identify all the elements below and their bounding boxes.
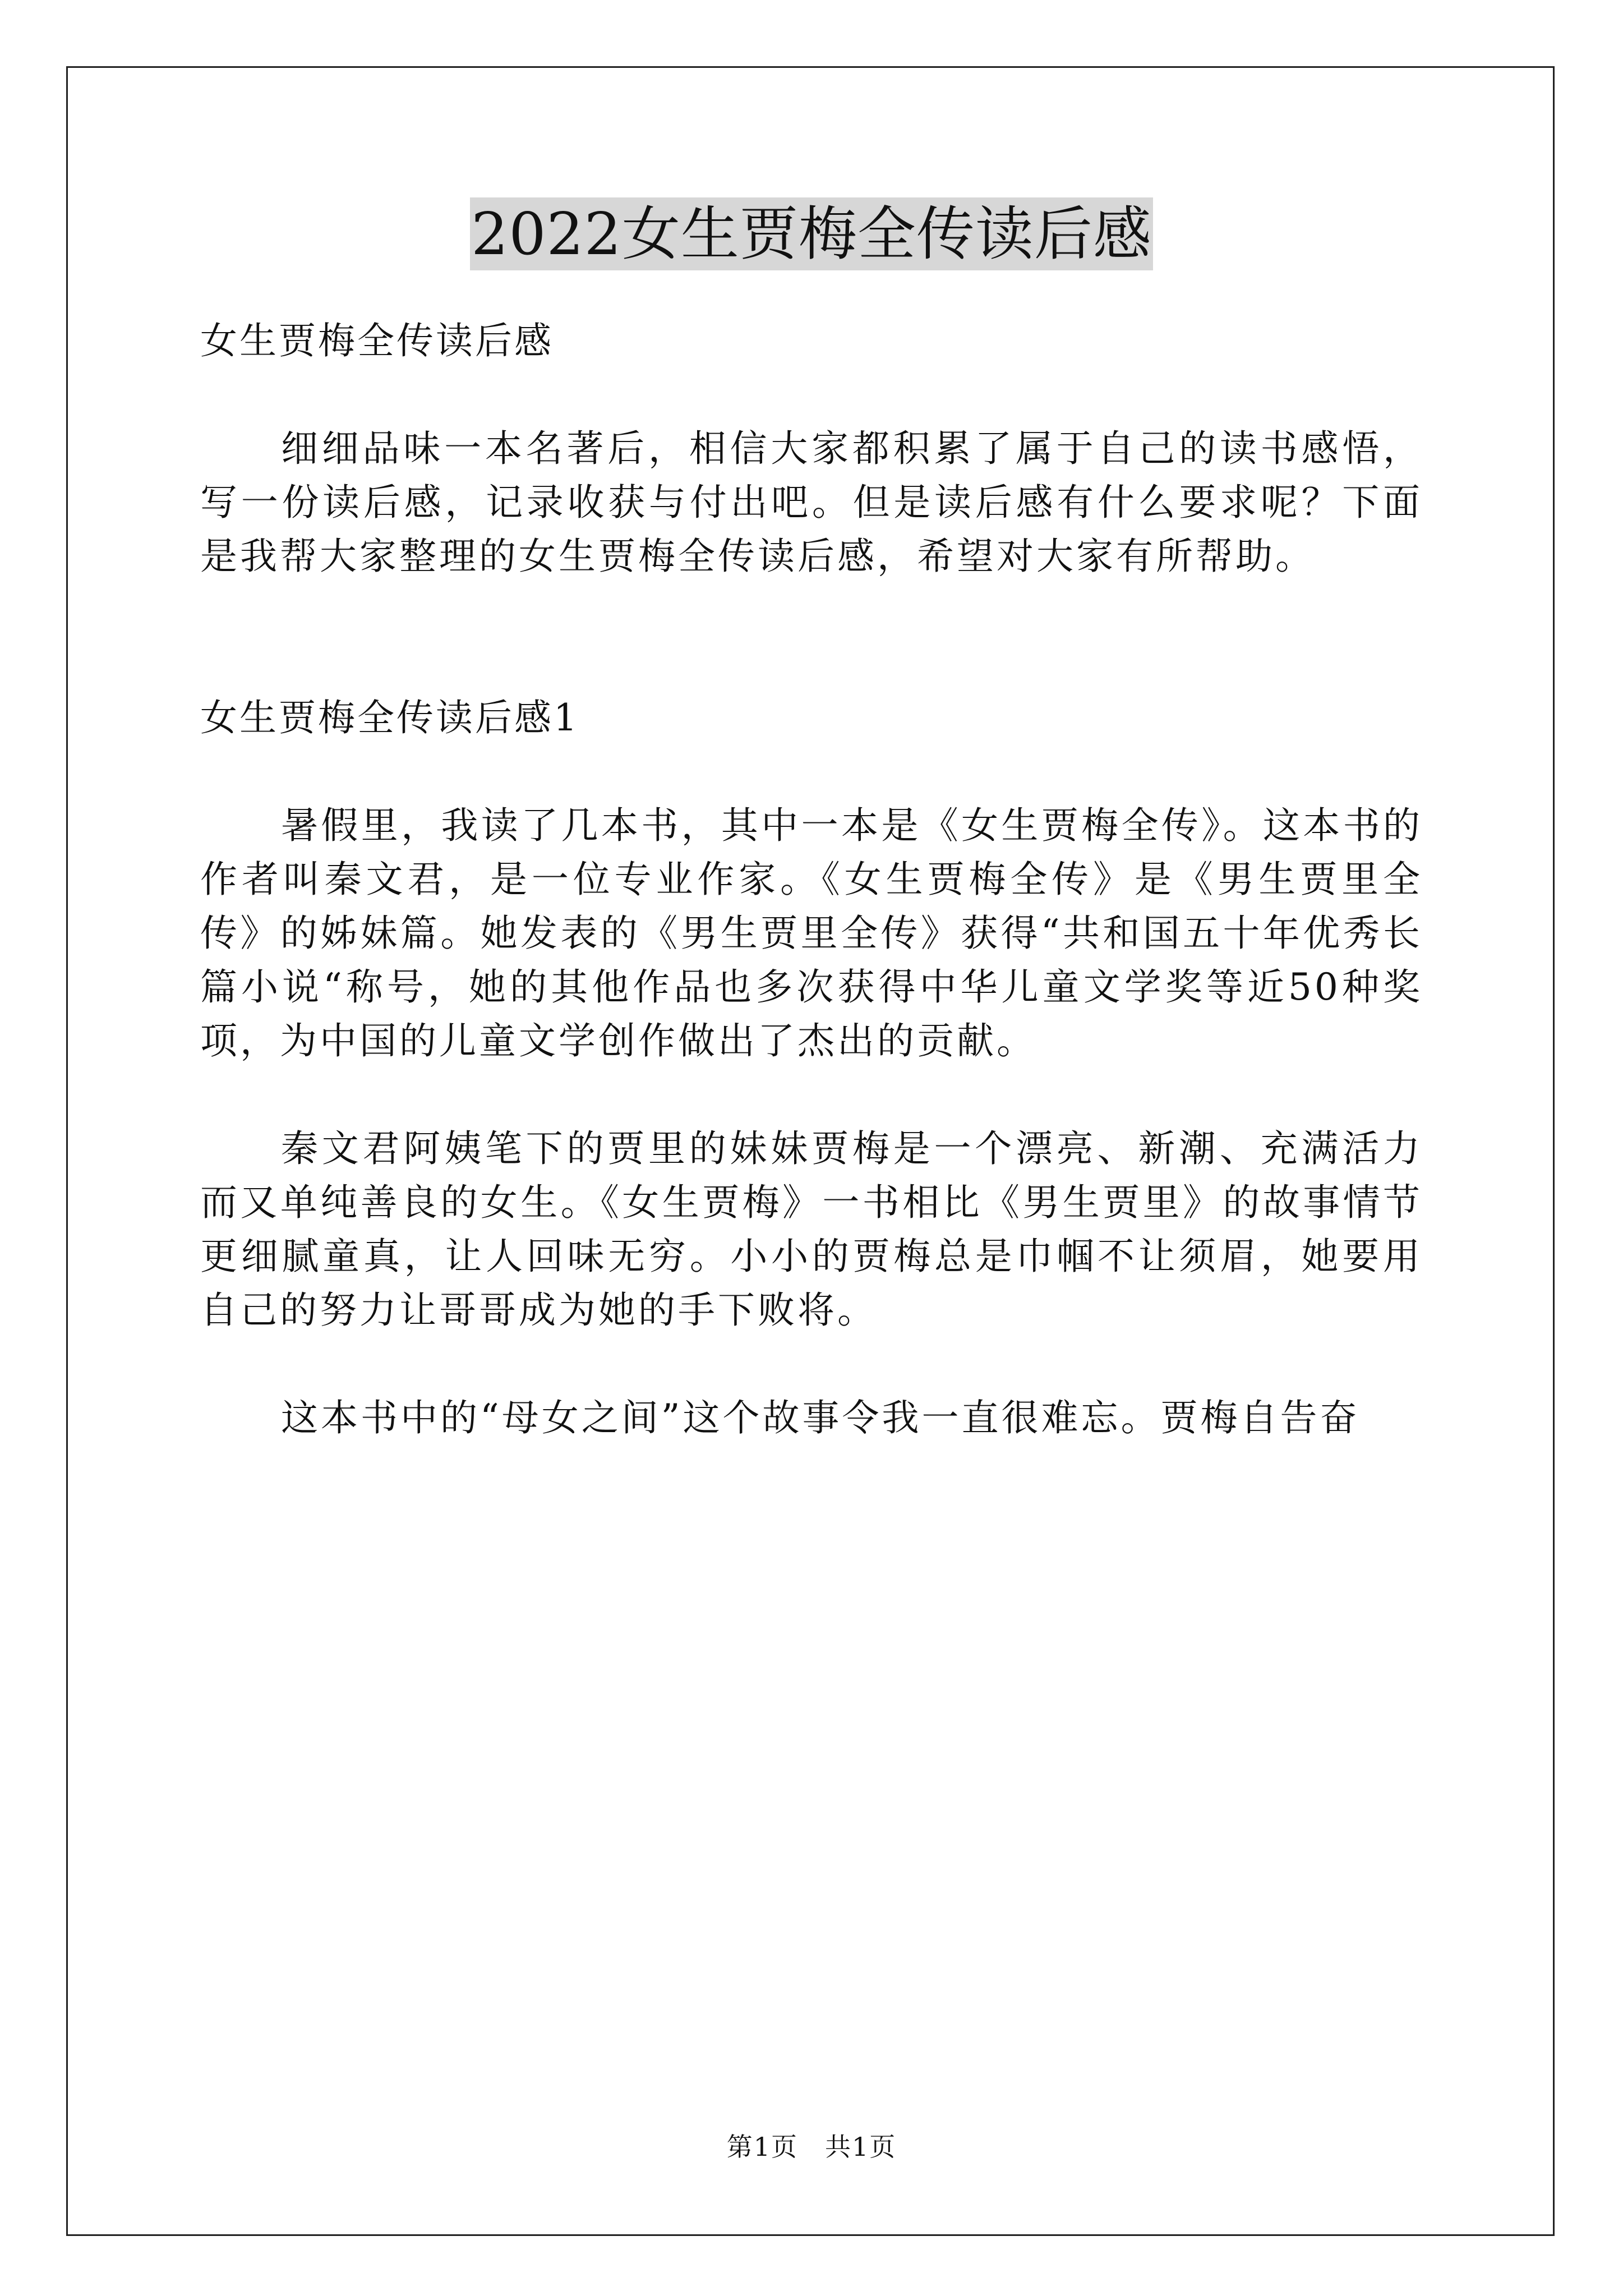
spacer	[200, 745, 1423, 799]
document-body	[200, 314, 1423, 1445]
page-number-total: 共1页	[825, 2132, 897, 2162]
document-title: 2022女生贾梅全传读后感	[470, 197, 1153, 270]
body-paragraph-1: 暑假里，我读了几本书，其中一本是《女生贾梅全传》。这本书的作者叫秦文君，是一位专业作家。《女生贾梅全传》是《男生贾里全传》的姊妹篇。她发表的《男生贾里全传》获得“共和国五十年优秀长篇小说“称号，她的其他作品也多次获得中华儿童文学奖等近50种奖项，为中国的儿童文学创作做出了杰出的贡献。	[200, 804, 1423, 1062]
section-heading: 女生贾梅全传读后感1	[200, 696, 579, 739]
body-paragraph-2: 秦文君阿姨笔下的贾里的妹妹贾梅是一个漂亮、新潮、充满活力而又单纯善良的女生。《女生贾梅》一书相比《男生贾里》的故事情节更细腻童真，让人回味无穷。小小的贾梅总是巾帼不让须眉，她要用自己的努力让哥哥成为她的手下败将。	[200, 1127, 1423, 1332]
document-subtitle: 女生贾梅全传读后感	[200, 319, 554, 362]
body-paragraph-3: 这本书中的“母女之间”这个故事令我一直很难忘。贾梅自告奋	[281, 1396, 1360, 1439]
intro-paragraph: 细细品味一本名著后，相信大家都积累了属于自己的读书感悟，写一份读后感，记录收获与付出吧。但是读后感有什么要求呢？下面是我帮大家整理的女生贾梅全传读后感，希望对大家有所帮助。	[200, 427, 1423, 578]
spacer	[200, 1068, 1423, 1122]
spacer	[200, 1337, 1423, 1391]
spacer	[200, 583, 1423, 691]
title-wrap	[0, 197, 1623, 270]
page-footer	[0, 2130, 1623, 2164]
spacer	[200, 368, 1423, 422]
page-number-current: 第1页	[726, 2132, 798, 2162]
